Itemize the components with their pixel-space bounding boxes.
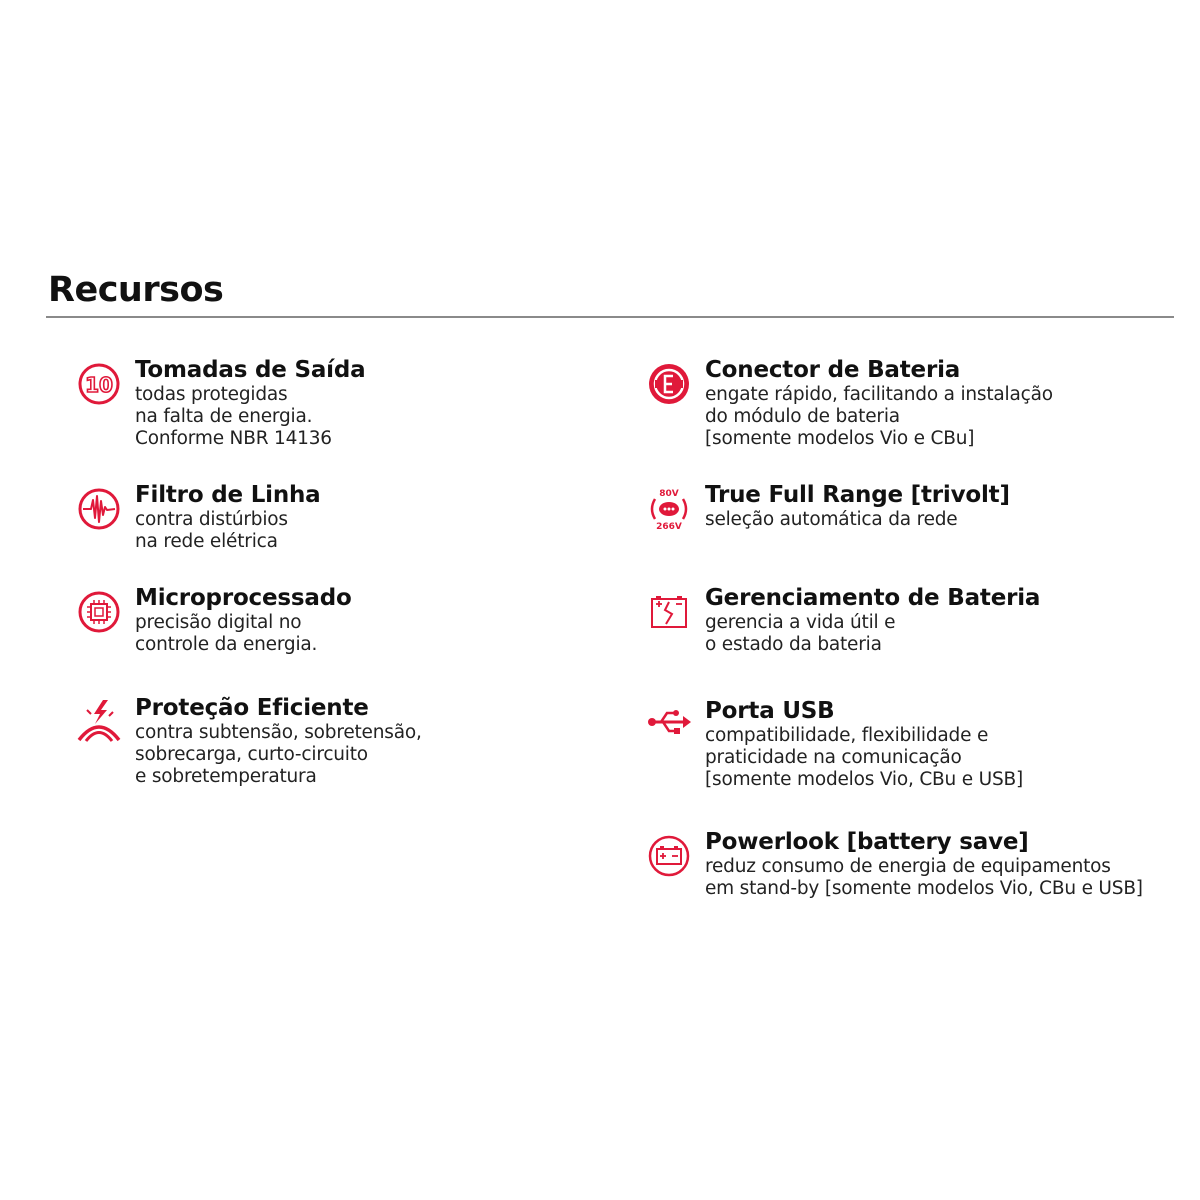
feature-title: True Full Range [trivolt] (705, 482, 1010, 508)
feature-description: contra subtensão, sobretensão, sobrecarga, curto-circuito e sobretemperatura (135, 722, 422, 787)
voltage-range-icon (647, 487, 691, 531)
microprocessor-icon (77, 590, 121, 634)
battery-connector-icon (647, 362, 691, 406)
page-title: Recursos (48, 270, 224, 310)
feature-title: Filtro de Linha (135, 482, 321, 508)
feature-title: Microprocessado (135, 585, 352, 611)
feature-description: engate rápido, facilitando a instalação do módulo de bateria [somente modelos Vio e CBu] (705, 384, 1053, 449)
feature-title: Conector de Bateria (705, 357, 961, 383)
line-filter-icon (77, 487, 121, 531)
feature-description: reduz consumo de energia de equipamentos em stand-by [somente modelos Vio, CBu e USB] (705, 856, 1143, 899)
usb-icon (647, 703, 691, 747)
battery-save-icon (647, 834, 691, 878)
feature-description: precisão digital no controle da energia. (135, 612, 318, 655)
feature-description: seleção automática da rede (705, 509, 958, 530)
ten-outlets-icon (77, 362, 121, 406)
title-divider (46, 316, 1174, 318)
feature-description: compatibilidade, flexibilidade e praticidade na comunicação [somente modelos Vio, CBu e USB] (705, 725, 1024, 790)
feature-title: Powerlook [battery save] (705, 829, 1029, 855)
voltage-max-label: 266V (656, 522, 682, 531)
feature-title: Tomadas de Saída (135, 357, 366, 383)
svg-text:10: 10 (85, 373, 113, 397)
voltage-min-label: 80V (659, 489, 679, 499)
feature-description: todas protegidas na falta de energia. Conforme NBR 14136 (135, 384, 332, 449)
feature-title: Gerenciamento de Bateria (705, 585, 1041, 611)
feature-description: gerencia a vida útil e o estado da bateria (705, 612, 896, 655)
feature-description: contra distúrbios na rede elétrica (135, 509, 288, 552)
lightning-protection-icon (77, 700, 121, 744)
battery-management-icon (647, 590, 691, 634)
feature-title: Porta USB (705, 698, 835, 724)
feature-title: Proteção Eficiente (135, 695, 369, 721)
